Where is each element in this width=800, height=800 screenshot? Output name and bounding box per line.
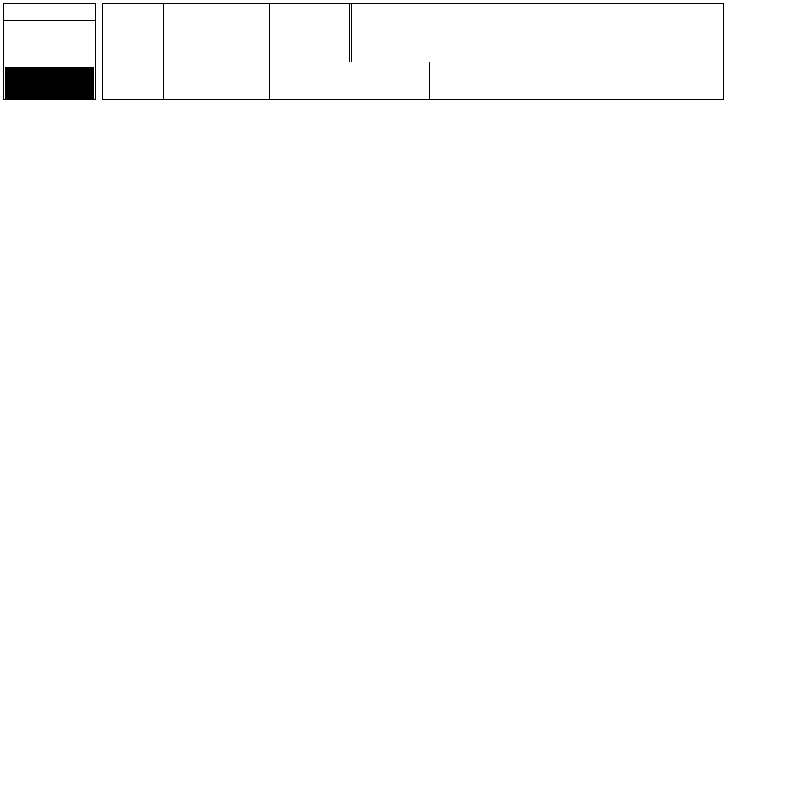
first-listing-badge [5,67,94,99]
lot-box [3,3,96,100]
header-grid [102,3,724,100]
lot-label [4,4,95,21]
